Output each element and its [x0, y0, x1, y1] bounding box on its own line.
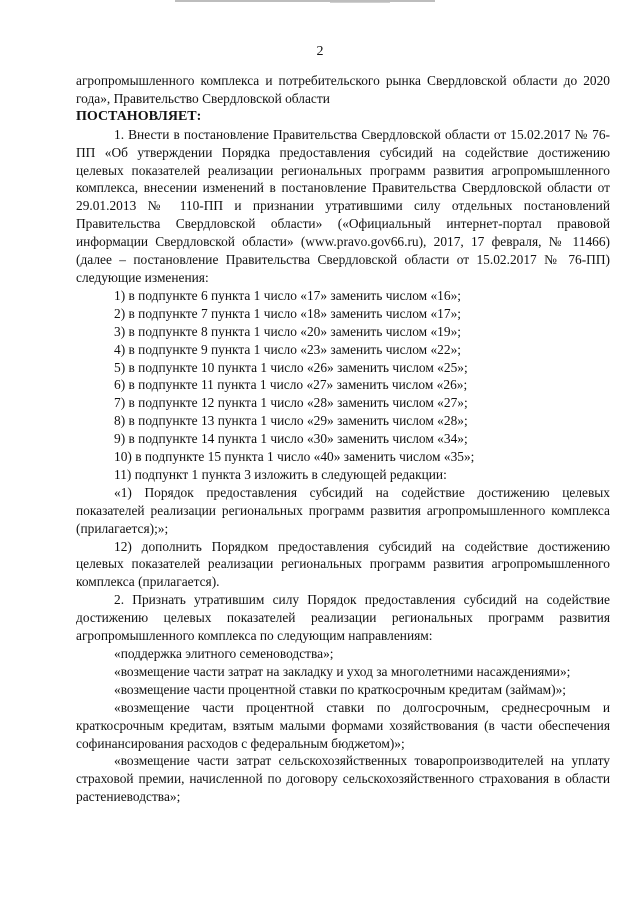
- page-number: 2: [316, 44, 324, 59]
- paragraph-2: 2. Признать утратившим силу Порядок предоставления субсидий на содействие достижению целевых показателей реализации региональных программ развития агропромышленного комплекса по следующим направлениям:: [76, 592, 610, 644]
- intro-paragraph: агропромышленного комплекса и потребительского рынка Свердловской области до 2020 года», Правительство Свердловской области: [76, 73, 610, 106]
- change-item: 2) в подпункте 7 пункта 1 число «18» заменить числом «17»;: [114, 305, 461, 321]
- direction-item: «возмещение части затрат на закладку и уход за многолетними насаждениями»;: [114, 663, 571, 679]
- direction-item: «поддержка элитного семеноводства»;: [114, 646, 334, 661]
- change-item: 10) в подпункте 15 пункта 1 число «40» заменить числом «35»;: [114, 449, 475, 465]
- direction-item: «возмещение части затрат сельскохозяйственных товаропроизводителей на уплату страховой премии, начисленной по договору сельскохозяйственного страхования в области растениеводства»;: [76, 753, 610, 805]
- change-item: 3) в подпункте 8 пункта 1 число «20» заменить числом «19»;: [114, 323, 461, 339]
- quoted-subitem: «1) Порядок предоставления субсидий на содействие достижению целевых показателей реализации региональных программ развития агропромышленного комплекса (прилагается);»;: [76, 484, 610, 536]
- direction-item: «возмещение части процентной ставки по долгосрочным, среднесрочным и краткосрочным кредитам, взятым малыми формами хозяйствования (в части обеспечения софинансирования расходов с федеральным бюджетом)»;: [76, 699, 610, 751]
- change-item: 11) подпункт 1 пункта 3 изложить в следующей редакции:: [114, 466, 447, 482]
- direction-item: «возмещение части процентной ставки по краткосрочным кредитам (займам)»;: [114, 681, 566, 697]
- change-item: 8) в подпункте 13 пункта 1 число «29» заменить числом «28»;: [114, 413, 468, 429]
- resolution-heading: ПОСТАНОВЛЯЕТ:: [76, 108, 202, 124]
- change-item: 4) в подпункте 9 пункта 1 число «23» заменить числом «22»;: [114, 341, 461, 357]
- change-item-12: 12) дополнить Порядком предоставления субсидий на содействие достижению целевых показателей реализации региональных программ развития агропромышленного комплекса (прилагается).: [76, 538, 610, 590]
- scan-artifact: [175, 0, 435, 2]
- change-item: 1) в подпункте 6 пункта 1 число «17» заменить числом «16»;: [114, 287, 461, 303]
- change-item: 5) в подпункте 10 пункта 1 число «26» заменить числом «25»;: [114, 359, 468, 375]
- paragraph-1: 1. Внести в постановление Правительства Свердловской области от 15.02.2017 № 76-ПП «Об утверждении Порядка предоставления субсидий на содействие достижению целевых показателей реализации региональных программ развития агропромышленного комплекса, внесении изменений в постановление Правительства Свердловской области от 29.01.2013 № 110-ПП и признании утратившими силу отдельных постановлений Правительства Свердловской области» («Официальный интернет-портал правовой информации Свердловской области» (www.pravo.gov66.ru), 2017, 17 февраля, № 11466) (далее – постановление Правительства Свердловской области от 15.02.2017 № 76-ПП) следующие изменения:: [76, 126, 610, 285]
- change-item: 6) в подпункте 11 пункта 1 число «27» заменить числом «26»;: [114, 377, 468, 393]
- document-body: [76, 72, 610, 806]
- scan-artifact: [330, 2, 390, 3]
- change-item: 7) в подпункте 12 пункта 1 число «28» заменить числом «27»;: [114, 395, 468, 411]
- change-item: 9) в подпункте 14 пункта 1 число «30» заменить числом «34»;: [114, 431, 468, 447]
